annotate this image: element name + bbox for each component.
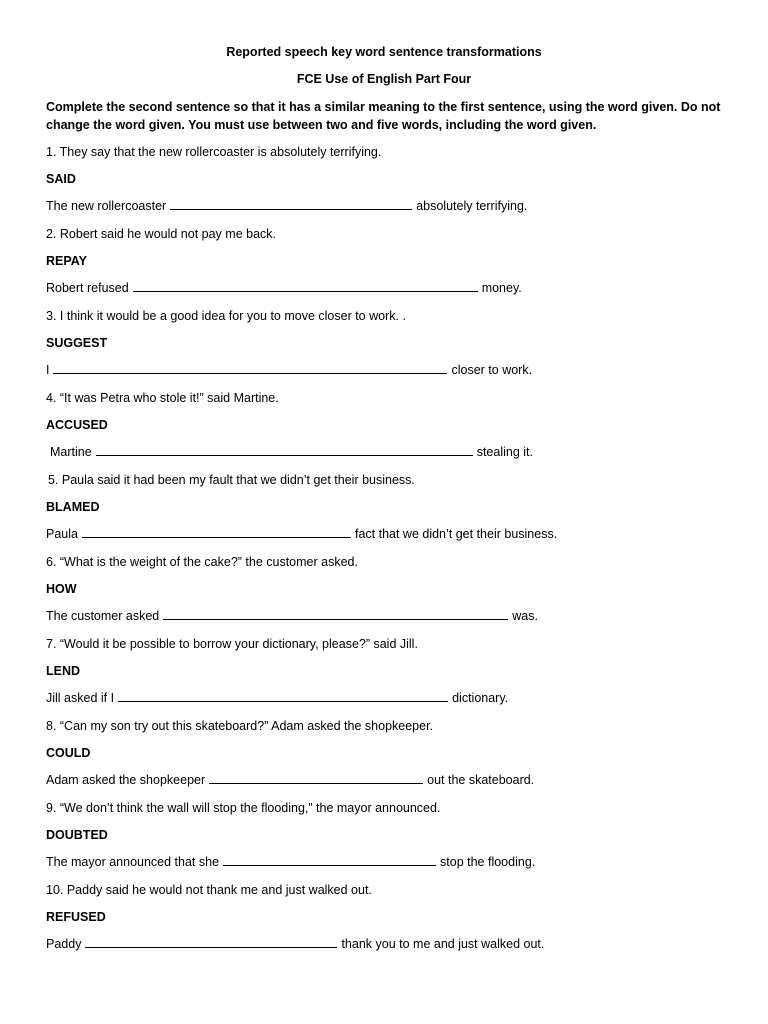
key-word: BLAMED <box>46 500 100 514</box>
sentence-end: thank you to me and just walked out. <box>341 937 545 951</box>
key-word: LEND <box>46 664 81 678</box>
question-prompt: 3. I think it would be a good idea for you to move closer to work. . <box>46 309 406 323</box>
answer-blank[interactable] <box>133 280 478 292</box>
sentence-start: The new rollercoaster <box>46 199 167 213</box>
sentence-end: stealing it. <box>476 445 533 459</box>
sentence-start: Robert refused <box>46 281 129 295</box>
question-prompt: 5. Paula said it had been my fault that we didn’t get their business. <box>48 473 415 487</box>
key-word: SUGGEST <box>46 336 108 350</box>
question-prompt: 4. “It was Petra who stole it!” said Martine. <box>46 391 279 405</box>
answer-blank[interactable] <box>223 854 436 866</box>
answer-blank[interactable] <box>170 198 412 210</box>
answer-sentence <box>46 772 534 788</box>
sentence-end: absolutely terrifying. <box>416 199 528 213</box>
answer-sentence <box>46 690 508 706</box>
answer-blank[interactable] <box>163 608 508 620</box>
sentence-end: stop the flooding. <box>440 855 536 869</box>
sentence-end: out the skateboard. <box>427 773 535 787</box>
answer-sentence <box>46 526 557 542</box>
key-word: COULD <box>46 746 91 760</box>
sentence-start: Martine <box>50 445 92 459</box>
worksheet-title: Reported speech key word sentence transformations <box>226 45 542 59</box>
answer-blank[interactable] <box>82 526 351 538</box>
sentence-end: money. <box>481 281 522 295</box>
question-prompt: 2. Robert said he would not pay me back. <box>46 227 276 241</box>
key-word: ACCUSED <box>46 418 108 432</box>
key-word: HOW <box>46 582 77 596</box>
sentence-start: Adam asked the shopkeeper <box>46 773 206 787</box>
answer-blank[interactable] <box>118 690 448 702</box>
sentence-start: The customer asked <box>46 609 160 623</box>
answer-sentence <box>46 608 538 624</box>
sentence-end: fact that we didn’t get their business. <box>354 527 558 541</box>
question-prompt: 6. “What is the weight of the cake?” the customer asked. <box>46 555 358 569</box>
sentence-end: dictionary. <box>452 691 509 705</box>
answer-blank[interactable] <box>96 444 473 456</box>
key-word: DOUBTED <box>46 828 108 842</box>
answer-sentence <box>46 362 532 378</box>
answer-sentence <box>46 198 527 214</box>
key-word: REPAY <box>46 254 87 268</box>
question-prompt: 10. Paddy said he would not thank me and just walked out. <box>46 883 372 897</box>
question-prompt: 8. “Can my son try out this skateboard?” Adam asked the shopkeeper. <box>46 719 434 733</box>
answer-sentence <box>50 444 533 460</box>
answer-blank[interactable] <box>53 362 447 374</box>
sentence-start: Jill asked if I <box>46 691 115 705</box>
sentence-start: Paula <box>46 527 78 541</box>
question-prompt: 9. “We don’t think the wall will stop the flooding,” the mayor announced. <box>46 801 441 815</box>
key-word: SAID <box>46 172 76 186</box>
answer-blank[interactable] <box>85 936 337 948</box>
worksheet-subtitle: FCE Use of English Part Four <box>296 72 472 86</box>
answer-sentence <box>46 280 522 296</box>
instructions: Complete the second sentence so that it has a similar meaning to the first sentence, using the word given. Do not change the word given. You must use between two and five words, including the word given. <box>46 100 721 132</box>
sentence-end: closer to work. <box>451 363 533 377</box>
sentence-start: The mayor announced that she <box>46 855 220 869</box>
answer-sentence <box>46 936 544 952</box>
sentence-end: was. <box>512 609 538 623</box>
answer-sentence <box>46 854 535 870</box>
sentence-start: Paddy <box>46 937 82 951</box>
question-prompt: 1. They say that the new rollercoaster is absolutely terrifying. <box>46 145 382 159</box>
answer-blank[interactable] <box>209 772 423 784</box>
key-word: REFUSED <box>46 910 106 924</box>
question-prompt: 7. “Would it be possible to borrow your dictionary, please?” said Jill. <box>46 637 418 651</box>
sentence-start: I <box>46 363 50 377</box>
